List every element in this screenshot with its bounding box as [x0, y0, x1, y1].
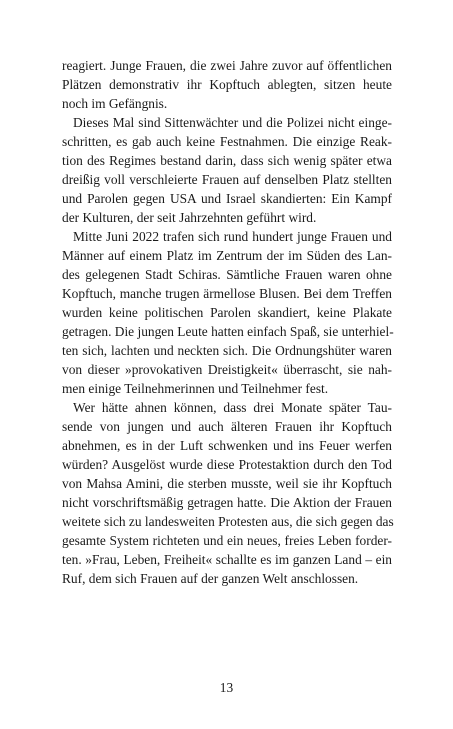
text-line: würden? Ausgelöst wurde diese Protestaktion durch den Tod — [62, 457, 392, 472]
text-line: Dieses Mal sind Sittenwächter und die Polizei nicht einge- — [73, 115, 392, 130]
text-line: tion des Regimes bestand darin, dass sich wenig später etwa — [62, 153, 392, 168]
text-line: Wer hätte ahnen können, dass drei Monate später Tau- — [73, 400, 392, 415]
text-line: abnehmen, es in der Luft schwenken und ins Feuer werfen — [62, 438, 392, 453]
text-line: men einige Teilnehmerinnen und Teilnehmer fest. — [62, 381, 329, 396]
text-line: Plätzen demonstrativ ihr Kopftuch ablegten, sitzen heute — [62, 77, 392, 92]
text-line: und Parolen gegen USA und Israel skandierten: Ein Kampf — [62, 191, 392, 206]
text-line: Kopftuch, manche trugen ärmellose Blusen. Bei dem Treffen — [62, 286, 392, 301]
text-line: von Mahsa Amini, die sterben musste, weil sie ihr Kopftuch — [62, 476, 392, 491]
text-line: des gelegenen Stadt Schiras. Sämtliche Frauen waren ohne — [62, 267, 392, 282]
text-line: ten sich, lachten und neckten sich. Die Ordnungshüter waren — [62, 343, 392, 358]
text-line: nicht vorschriftsmäßig getragen hatte. Die Aktion der Frauen — [62, 495, 392, 510]
text-line: der Kulturen, der seit Jahrzehnten geführt wird. — [62, 210, 317, 225]
page-number: 13 — [219, 680, 234, 695]
text-line: wurden keine politischen Parolen skandiert, keine Plakate — [62, 305, 392, 320]
text-line: noch im Gefängnis. — [62, 96, 168, 111]
text-line: weitete sich zu landesweiten Protesten aus, die sich gegen das — [62, 514, 394, 529]
text-line: Mitte Juni 2022 trafen sich rund hundert junge Frauen und — [73, 229, 392, 244]
text-line: Männer auf einem Platz im Zentrum der im Süden des Lan- — [62, 248, 392, 263]
text-line: ten. »Frau, Leben, Freiheit« schallte es im ganzen Land – ein — [62, 552, 392, 567]
text-line: sende von jungen und auch älteren Frauen ihr Kopftuch — [62, 419, 392, 434]
text-line: gesamte System richteten und ein neues, freies Leben forder- — [62, 533, 392, 548]
text-line: getragen. Die jungen Leute hatten einfach Spaß, sie unterhiel- — [62, 324, 394, 339]
text-line: reagiert. Junge Frauen, die zwei Jahre zuvor auf öffentlichen — [62, 58, 392, 73]
text-line: von dieser »provokativen Dreistigkeit« überrascht, sie nah- — [62, 362, 392, 377]
text-line: schritten, es gab auch keine Festnahmen. Die einzige Reak- — [62, 134, 392, 149]
text-line: Ruf, dem sich Frauen auf der ganzen Welt anschlossen. — [62, 571, 359, 586]
text-line: dreißig voll verschleierte Frauen auf denselben Platz stellten — [62, 172, 392, 187]
